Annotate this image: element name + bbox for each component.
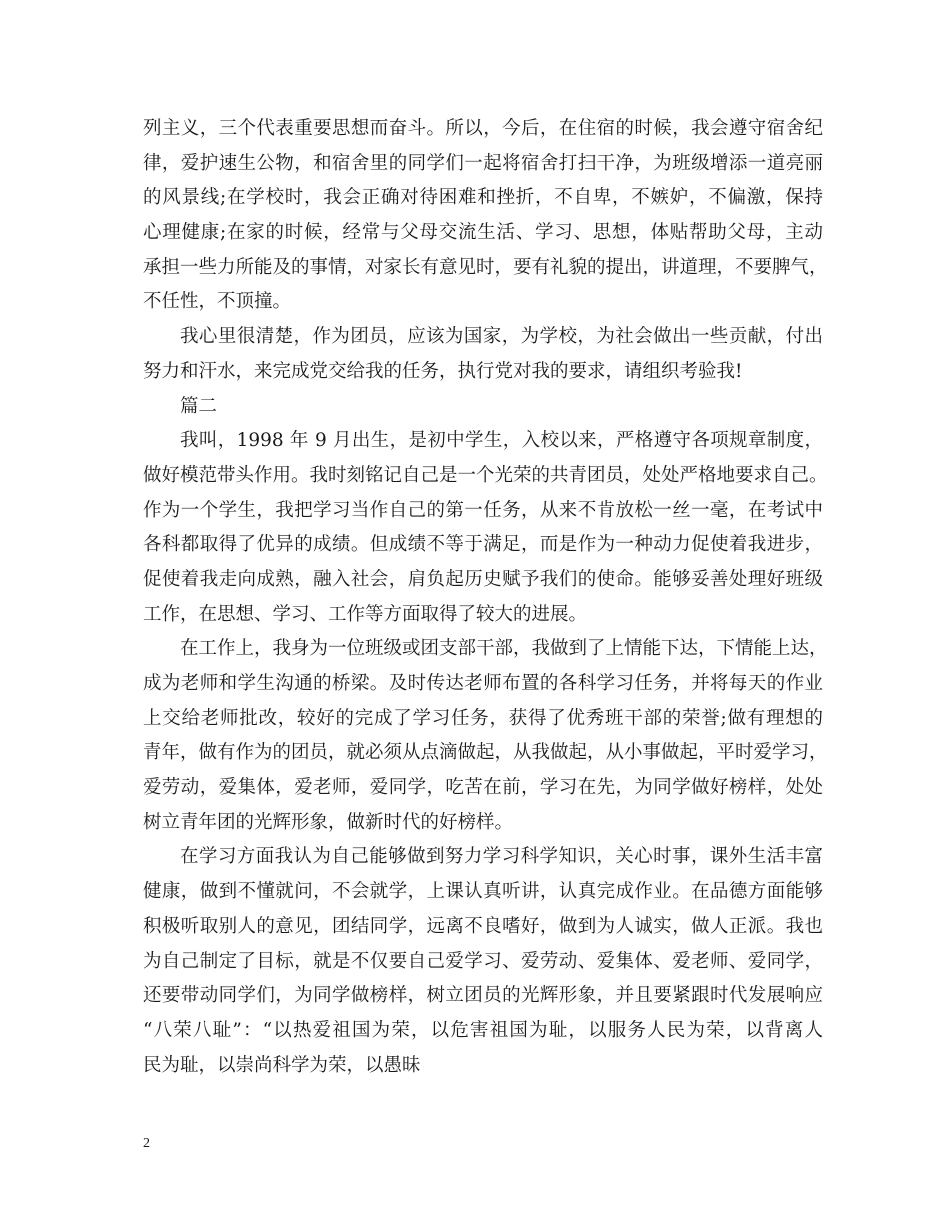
body-text bbox=[143, 112, 828, 1083]
text-line: 促使着我走向成熟，融入社会，肩负起历史赋予我们的使命。能够妥善处理好班级 bbox=[143, 568, 823, 590]
text-line: 为自己制定了目标，就是不仅要自己爱学习、爱劳动、爱集体、爱老师、爱同学， bbox=[143, 950, 823, 972]
text-line: 努力和汗水，来完成党交给我的任务，执行党对我的要求，请组织考验我! bbox=[143, 360, 743, 382]
text-line: 民为耻，以崇尚科学为荣，以愚昧 bbox=[143, 1054, 421, 1076]
text-line: 篇二 bbox=[180, 395, 218, 417]
text-line: 在学习方面我认为自己能够做到努力学习科学知识，关心时事，课外生活丰富 bbox=[180, 846, 823, 868]
text-line: 上交给老师批改，较好的完成了学习任务，获得了优秀班干部的荣誉;做有理想的 bbox=[143, 707, 823, 729]
page-number: 2 bbox=[143, 1136, 150, 1151]
text-line: 列主义，三个代表重要思想而奋斗。所以，今后，在住宿的时候，我会遵守宿舍纪 bbox=[143, 118, 823, 139]
text-line: 工作，在思想、学习、工作等方面取得了较大的进展。 bbox=[143, 603, 588, 625]
text-line: 不任性，不顶撞。 bbox=[143, 291, 292, 313]
text-line: 律，爱护速生公物，和宿舍里的同学们一起将宿舍打扫干净，为班级增添一道亮丽 bbox=[143, 152, 823, 174]
text-line: 树立青年团的光辉形象，做新时代的好榜样。 bbox=[143, 811, 514, 833]
text-line: 心理健康;在家的时候，经常与父母交流生活、学习、思想，体贴帮助父母，主动 bbox=[143, 222, 823, 244]
text-line: 我叫，1998 年 9 月出生，是初中学生，入校以来，严格遵守各项规章制度， bbox=[180, 430, 823, 452]
text-line: 还要带动同学们，为同学做榜样，树立团员的光辉形象，并且要紧跟时代发展响应 bbox=[143, 985, 823, 1007]
text-line: 成为老师和学生沟通的桥梁。及时传达老师布置的各科学习任务，并将每天的作业 bbox=[143, 673, 823, 694]
text-line: 我心里很清楚，作为团员，应该为国家，为学校，为社会做出一些贡献，付出 bbox=[180, 326, 823, 348]
text-line: 做好模范带头作用。我时刻铭记自己是一个光荣的共青团员，处处严格地要求自己。 bbox=[143, 464, 828, 486]
text-line: 积极听取别人的意见，团结同学，远离不良嗜好，做到为人诚实，做人正派。我也 bbox=[143, 915, 823, 937]
text-line: 青年，做有作为的团员，就必须从点滴做起，从我做起，从小事做起，平时爱学习， bbox=[143, 742, 828, 764]
text-line: 的风景线;在学校时，我会正确对待困难和挫折，不自卑，不嫉妒，不偏激，保持 bbox=[143, 187, 823, 209]
text-line: 爱劳动，爱集体，爱老师，爱同学，吃苦在前，学习在先，为同学做好榜样，处处 bbox=[143, 777, 823, 799]
text-line: 承担一些力所能及的事情，对家长有意见时，要有礼貌的提出，讲道理，不要脾气， bbox=[143, 256, 828, 278]
text-line: “八荣八耻”：“以热爱祖国为荣，以危害祖国为耻，以服务人民为荣，以背离人 bbox=[143, 1019, 823, 1041]
text-line: 作为一个学生，我把学习当作自己的第一任务，从来不肯放松一丝一毫，在考试中 bbox=[143, 499, 823, 521]
text-line: 各科都取得了优异的成绩。但成绩不等于满足，而是作为一种动力促使着我进步， bbox=[143, 534, 823, 556]
text-line: 健康，做到不懂就问，不会就学，上课认真听讲，认真完成作业。在品德方面能够 bbox=[143, 881, 823, 903]
text-line: 在工作上，我身为一位班级或团支部干部，我做到了上情能下达，下情能上达， bbox=[180, 638, 828, 660]
